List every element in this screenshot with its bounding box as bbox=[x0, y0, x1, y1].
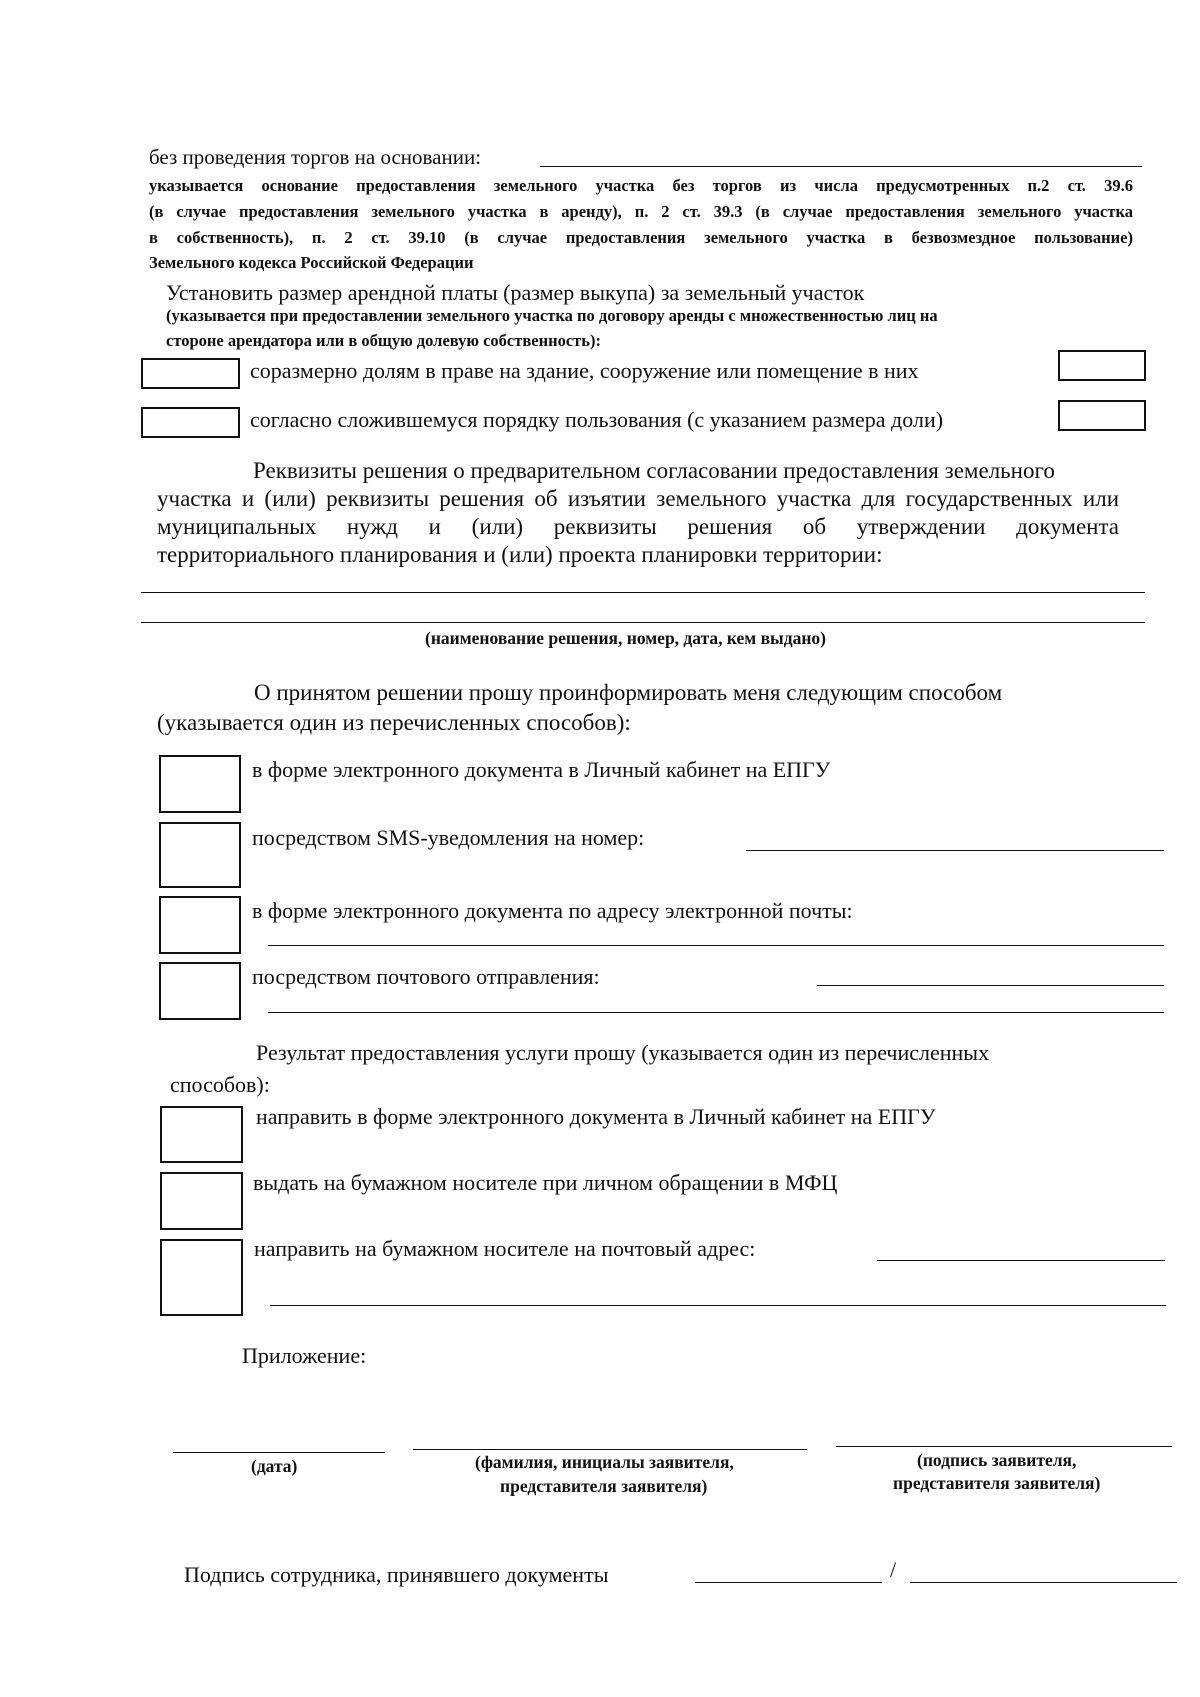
inform-option-2-label: посредством SMS-уведомления на номер: bbox=[252, 825, 645, 850]
rent-option-2-label: согласно сложившемуся порядку пользования (с указанием размера доли) bbox=[250, 407, 944, 432]
employee-signature-line[interactable] bbox=[695, 1582, 882, 1583]
rent-option-2-checkbox[interactable] bbox=[141, 407, 240, 438]
requisites-line-1: Реквизиты решения о предварительном согласовании предоставления земельного bbox=[253, 458, 1055, 483]
inform-option-1-checkbox[interactable] bbox=[159, 755, 241, 813]
rent-option-1-checkbox[interactable] bbox=[141, 358, 240, 389]
email-address-line[interactable] bbox=[268, 945, 1164, 946]
mail-address-line-1[interactable] bbox=[877, 1260, 1165, 1261]
rent-note-line-2: стороне арендатора или в общую долевую собственность): bbox=[166, 331, 601, 350]
rent-option-1-label: соразмерно долям в праве на здание, сооружение или помещение в них bbox=[250, 358, 919, 383]
rent-title: Установить размер арендной платы (размер выкупа) за земельный участок bbox=[166, 280, 865, 305]
inform-option-3-checkbox[interactable] bbox=[159, 896, 241, 954]
basis-note-line-3: в собственность), п. 2 ст. 39.10 (в случае предоставления земельного участка в безвозмездное пользование) bbox=[149, 228, 1133, 247]
rent-option-2-share-field[interactable] bbox=[1058, 400, 1146, 431]
rent-option-1-share-field[interactable] bbox=[1058, 350, 1146, 381]
postal-address-line-1[interactable] bbox=[817, 985, 1164, 986]
inform-option-4-checkbox[interactable] bbox=[159, 962, 241, 1020]
result-option-3-checkbox[interactable] bbox=[160, 1239, 243, 1316]
basis-note-line-1: указывается основание предоставления земельного участка без торгов из числа предусмотренных п.2 ст. 39.6 bbox=[149, 176, 1133, 195]
sign-caption-line-2: представителя заявителя) bbox=[893, 1473, 1101, 1493]
result-option-1-label: направить в форме электронного документа в Личный кабинет на ЕПГУ bbox=[256, 1104, 936, 1129]
inform-line-2: (указывается один из перечисленных способов): bbox=[157, 710, 631, 735]
inform-option-2-checkbox[interactable] bbox=[159, 822, 241, 888]
inform-option-4-label: посредством почтового отправления: bbox=[252, 964, 600, 989]
sign-caption-line-1: (подпись заявителя, bbox=[917, 1450, 1077, 1470]
employee-name-line[interactable] bbox=[910, 1582, 1177, 1583]
result-option-3-label: направить на бумажном носителе на почтовый адрес: bbox=[254, 1236, 756, 1261]
basis-label: без проведения торгов на основании: bbox=[149, 145, 482, 169]
attachment-label: Приложение: bbox=[242, 1343, 367, 1368]
rent-note-line-1: (указывается при предоставлении земельного участка по договору аренды с множественностью лиц на bbox=[166, 306, 938, 325]
basis-note-line-4: Земельного кодекса Российской Федерации bbox=[149, 253, 474, 272]
basis-note-line-2: (в случае предоставления земельного участка в аренду), п. 2 ст. 39.3 (в случае предоставления земельного участка bbox=[149, 202, 1133, 221]
requisites-input-line-1[interactable] bbox=[141, 592, 1145, 593]
requisites-line-4: территориального планирования и (или) проекта планировки территории: bbox=[157, 542, 883, 567]
sms-number-line[interactable] bbox=[746, 850, 1164, 851]
requisites-line-2: участка и (или) реквизиты решения об изъятии земельного участка для государственных или bbox=[157, 486, 1119, 511]
basis-input-line[interactable] bbox=[540, 166, 1142, 167]
result-line-1: Результат предоставления услуги прошу (указывается один из перечисленных bbox=[256, 1040, 990, 1065]
postal-address-line-2[interactable] bbox=[268, 1012, 1164, 1013]
employee-separator: / bbox=[890, 1557, 897, 1582]
result-option-1-checkbox[interactable] bbox=[160, 1106, 243, 1163]
requisites-caption: (наименование решения, номер, дата, кем выдано) bbox=[425, 628, 826, 648]
result-option-2-checkbox[interactable] bbox=[160, 1172, 243, 1230]
name-caption-line-2: представителя заявителя) bbox=[500, 1476, 708, 1496]
inform-option-3-label: в форме электронного документа по адресу электронной почты: bbox=[252, 898, 853, 923]
mail-address-line-2[interactable] bbox=[270, 1305, 1166, 1306]
date-caption: (дата) bbox=[251, 1456, 298, 1476]
name-line[interactable] bbox=[413, 1449, 807, 1450]
requisites-line-3: муниципальных нужд и (или) реквизиты решения об утверждении документа bbox=[157, 514, 1119, 539]
employee-signature-label: Подпись сотрудника, принявшего документы bbox=[184, 1562, 609, 1587]
signature-line[interactable] bbox=[836, 1446, 1172, 1447]
result-line-2: способов): bbox=[170, 1072, 270, 1097]
inform-line-1: О принятом решении прошу проинформировать меня следующим способом bbox=[254, 680, 1003, 705]
result-option-2-label: выдать на бумажном носителе при личном обращении в МФЦ bbox=[253, 1170, 838, 1195]
date-line[interactable] bbox=[173, 1452, 385, 1453]
name-caption-line-1: (фамилия, инициалы заявителя, bbox=[475, 1452, 734, 1472]
requisites-input-line-2[interactable] bbox=[141, 622, 1145, 623]
inform-option-1-label: в форме электронного документа в Личный кабинет на ЕПГУ bbox=[252, 757, 831, 782]
